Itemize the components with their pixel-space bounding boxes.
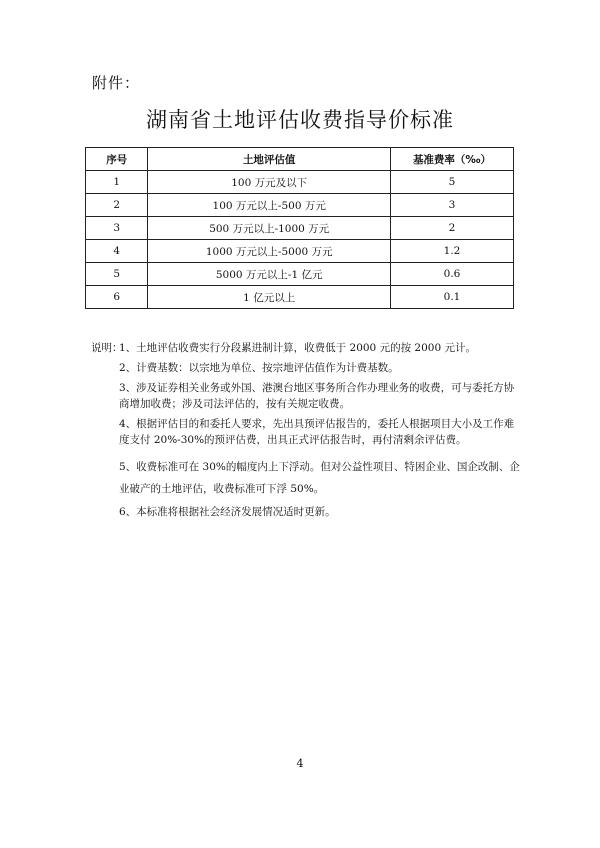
attachment-label: 附件：: [92, 74, 141, 92]
cell-seq: 1: [86, 171, 148, 194]
note-item-3: 3、涉及证券相关业务或外国、港澳台地区事务所合作办理业务的收费，可与委托方协商增加收费；涉及司法评估的，按有关规定收费。: [119, 382, 515, 410]
header-seq: 序号: [86, 148, 148, 171]
cell-valuation: 500 万元以上-1000 万元: [148, 217, 391, 240]
note-item-5: 5、收费标准可在 30%的幅度内上下浮动。但对公益性项目、特困企业、国企改制、企业破产的土地评估，收费标准可下浮 50%。: [119, 461, 520, 495]
page-number: 4: [296, 757, 304, 770]
fee-table: [85, 147, 514, 309]
header-valuation: 土地评估值: [148, 148, 391, 171]
table-row: [86, 286, 514, 309]
cell-valuation: 100 万元以上-500 万元: [148, 194, 391, 217]
table-header-row: [86, 148, 514, 171]
cell-rate: 3: [391, 194, 514, 217]
header-rate: 基准费率（‰）: [391, 148, 514, 171]
table-row: [86, 171, 514, 194]
table-row: [86, 217, 514, 240]
cell-rate: 0.1: [391, 286, 514, 309]
document-title: 湖南省土地评估收费指导价标准: [146, 108, 454, 132]
notes-lead: 说明：: [91, 342, 123, 354]
cell-valuation: 1000 万元以上-5000 万元: [148, 240, 391, 263]
note-item-2: 2、计费基数：以宗地为单位、按宗地评估值作为计费基数。: [119, 362, 399, 374]
table-row: [86, 194, 514, 217]
table-row: [86, 240, 514, 263]
cell-valuation: 5000 万元以上-1 亿元: [148, 263, 391, 286]
table-row: [86, 263, 514, 286]
note-item-4: 4、根据评估目的和委托人要求，先出具预评估报告的，委托人根据项目大小及工作难度支付 20%-30%的预评估费，出具正式评估报告时，再付清剩余评估费。: [119, 418, 515, 446]
cell-valuation: 100 万元及以下: [148, 171, 391, 194]
cell-seq: 2: [86, 194, 148, 217]
note-item-1: 1、土地评估收费实行分段累进制计算，收费低于 2000 元的按 2000 元计。: [119, 342, 476, 354]
cell-seq: 4: [86, 240, 148, 263]
cell-rate: 1.2: [391, 240, 514, 263]
cell-seq: 6: [86, 286, 148, 309]
cell-rate: 5: [391, 171, 514, 194]
cell-rate: 0.6: [391, 263, 514, 286]
cell-seq: 5: [86, 263, 148, 286]
cell-valuation: 1 亿元以上: [148, 286, 391, 309]
cell-rate: 2: [391, 217, 514, 240]
notes-section: [91, 340, 521, 524]
cell-seq: 3: [86, 217, 148, 240]
note-item-6: 6、本标准将根据社会经济发展情况适时更新。: [119, 506, 336, 518]
